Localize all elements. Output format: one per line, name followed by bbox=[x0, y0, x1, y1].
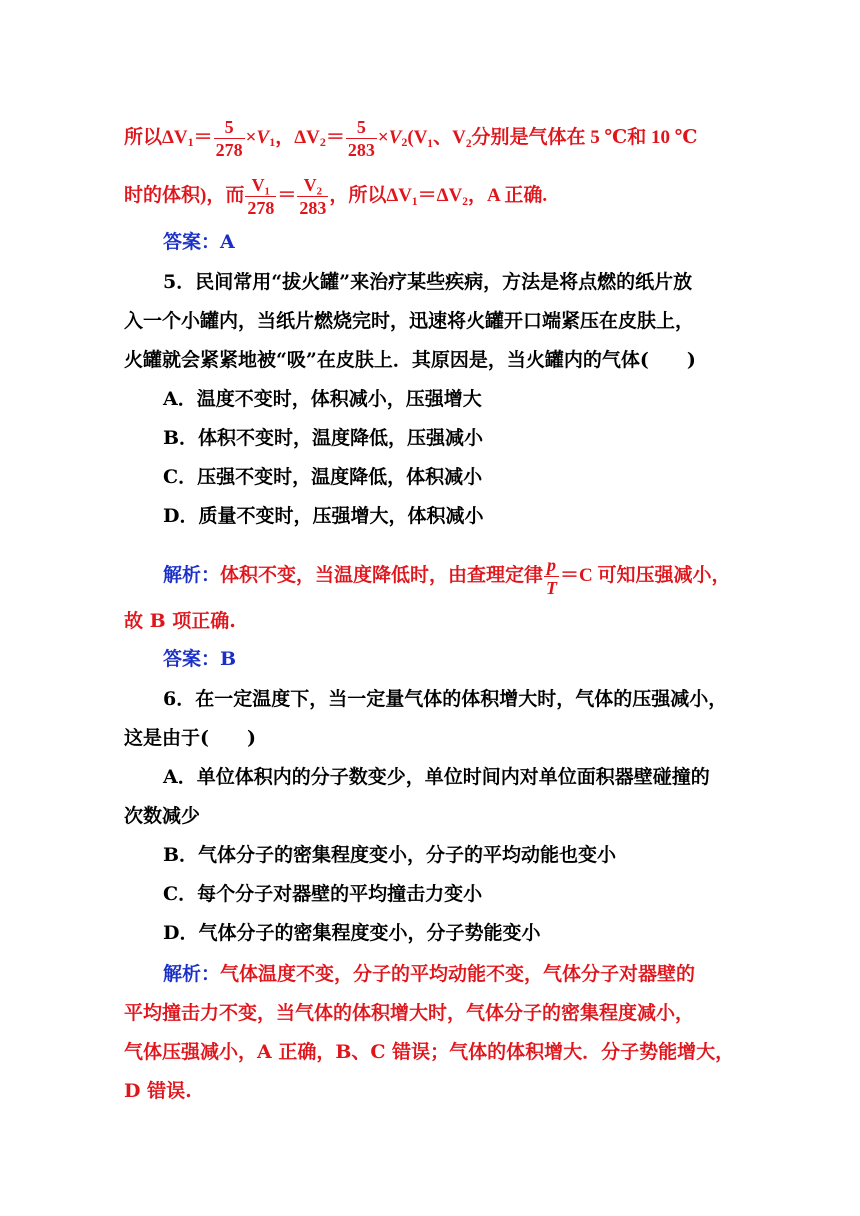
explanation-label: 解析： bbox=[163, 963, 221, 985]
question5-line2: 入一个小罐内，当纸片燃烧完时，迅速将火罐开口端紧压在皮肤上， bbox=[124, 310, 695, 332]
answer-value: A bbox=[220, 231, 235, 253]
question5-option-b: B．体积不变时，温度降低，压强减小 bbox=[163, 427, 484, 449]
question6-option-a-line2: 次数减少 bbox=[124, 805, 201, 827]
explanation6-line3: 气体压强减小，A 正确，B、C 错误；气体的体积增大．分子势能增大， bbox=[124, 1041, 735, 1063]
explanation6-line1: 解析：气体温度不变，分子的平均动能不变，气体分子对器壁的 bbox=[163, 963, 696, 985]
answer4 bbox=[163, 230, 740, 254]
question5-line3: 火罐就会紧紧地被“吸”在皮肤上．其原因是，当火罐内的气体( ) bbox=[124, 349, 696, 371]
explanation-label: 解析： bbox=[163, 564, 221, 586]
fraction-v2-283: $\frac{\text{V₂}}{283}$ bbox=[299, 175, 327, 218]
answer-value: B bbox=[220, 648, 237, 670]
answer-label: 答案： bbox=[163, 648, 221, 670]
explanation6-line2: 平均撞击力不变，当气体的体积增大时，气体分子的密集程度减小， bbox=[124, 1002, 695, 1024]
question6-option-c: C．每个分子对器壁的平均撞击力变小 bbox=[163, 883, 483, 905]
explanation5-line2: 故 B 项正确. bbox=[124, 610, 236, 632]
explanation5-line1: 解析：体积不变，当温度降低时，由查理定律 $\frac{p}{T}$ ＝C 可知压强减小， bbox=[163, 555, 731, 598]
question5-line1: 5．民间常用“拔火罐”来治疗某些疾病，方法是将点燃的纸片放 bbox=[163, 271, 693, 293]
explanation4-line2: 时的体积)，而 $\frac{\text{V₁}}{278}$ ＝ $\frac{\text{V₂}}{283}$ ，所以ΔV₁＝ΔV₂，A 正确. bbox=[124, 175, 548, 218]
question5-option-c: C．压强不变时，温度降低，体积减小 bbox=[163, 466, 483, 488]
explanation6-line4: D 错误. bbox=[124, 1080, 192, 1102]
fraction-v1-278: $\frac{\text{V₁}}{278}$ bbox=[247, 175, 275, 218]
fraction-5-283: $\frac{5}{283}$ bbox=[347, 117, 375, 160]
question6-option-d: D．气体分子的密集程度变小，分子势能变小 bbox=[163, 922, 541, 944]
question6-option-b: B．气体分子的密集程度变小，分子的平均动能也变小 bbox=[163, 844, 617, 866]
question5-option-d: D．质量不变时，压强增大，体积减小 bbox=[163, 505, 484, 527]
fraction-5-278: $\frac{5}{278}$ bbox=[215, 117, 243, 160]
question5-option-a: A．温度不变时，体积减小，压强增大 bbox=[163, 388, 482, 410]
answer-label: 答案： bbox=[163, 231, 221, 253]
answer5 bbox=[163, 647, 740, 671]
explanation4-line1: 所以$\Delta V_1=$ $\frac{5}{278}$ $\times V_1$，$\Delta V_2=$ $\frac{5}{283}$ $\times V_2(V_1$、V₂分别是气体在 5 ℃和 10 ℃ bbox=[124, 117, 698, 160]
question6-option-a-line1: A．单位体积内的分子数变少，单位时间内对单位面积器壁碰撞的 bbox=[163, 766, 710, 788]
question6-line2: 这是由于( ) bbox=[124, 727, 256, 749]
question6-line1: 6．在一定温度下，当一定量气体的体积增大时，气体的压强减小， bbox=[163, 688, 728, 710]
fraction-p-over-t: $\frac{p}{T}$ bbox=[546, 555, 558, 598]
